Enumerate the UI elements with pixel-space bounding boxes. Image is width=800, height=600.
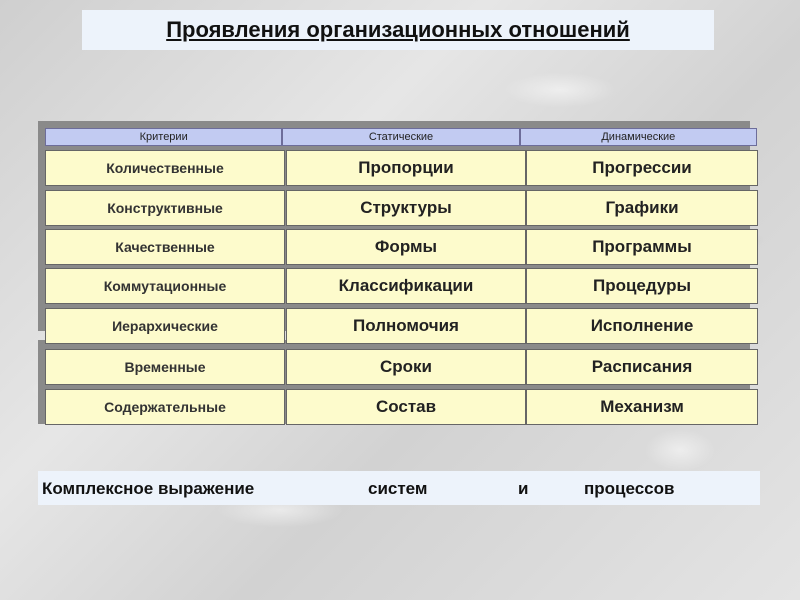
static-cell	[286, 389, 526, 425]
static-cell	[286, 150, 526, 186]
table-header	[45, 128, 757, 146]
criterion-cell	[45, 389, 285, 425]
footer-text-3: и	[518, 479, 529, 498]
dynamic-cell	[526, 190, 758, 226]
header-criteria: Критерии	[45, 128, 282, 146]
static-cell-text: Структуры	[360, 198, 452, 217]
page-title: Проявления организационных отношений	[166, 17, 630, 42]
static-cell-text: Классификации	[338, 276, 474, 295]
criterion-cell-text: Коммутационные	[103, 278, 227, 294]
criterion-cell	[45, 268, 285, 304]
title-banner	[82, 10, 714, 50]
dynamic-cell	[526, 229, 758, 265]
dynamic-cell	[526, 349, 758, 385]
dynamic-cell-text: Расписания	[591, 357, 693, 376]
dynamic-cell-text: Прогрессии	[592, 158, 692, 177]
static-cell-text: Полномочия	[353, 316, 459, 335]
criterion-cell-text: Содержательные	[104, 399, 226, 415]
static-cell	[286, 349, 526, 385]
header-dynamic: Динамические	[520, 128, 757, 146]
criterion-cell	[45, 150, 285, 186]
footer-text-1: Комплексное выражение	[42, 479, 255, 498]
footer-text-4: процессов	[584, 479, 675, 498]
footer-text-2: систем	[368, 479, 428, 498]
static-cell	[286, 229, 526, 265]
dynamic-cell	[526, 389, 758, 425]
criterion-cell-text: Иерархические	[112, 318, 218, 334]
static-cell-text: Формы	[374, 237, 438, 256]
criterion-cell	[45, 349, 285, 385]
static-cell-text: Пропорции	[358, 158, 454, 177]
criterion-cell-text: Конструктивные	[107, 200, 223, 216]
criterion-cell	[45, 229, 285, 265]
static-cell-text: Сроки	[379, 357, 432, 376]
dynamic-cell-text: Графики	[605, 198, 679, 217]
header-static: Статические	[282, 128, 519, 146]
criterion-cell-text: Временные	[124, 359, 206, 375]
criterion-cell	[45, 190, 285, 226]
criterion-cell-text: Качественные	[115, 239, 215, 255]
criterion-cell-text: Количественные	[106, 160, 224, 176]
static-cell-text: Состав	[375, 397, 437, 416]
static-cell	[286, 190, 526, 226]
dynamic-cell	[526, 308, 758, 344]
dynamic-cell-text: Программы	[592, 237, 692, 256]
static-cell	[286, 268, 526, 304]
dynamic-cell	[526, 150, 758, 186]
dynamic-cell-text: Исполнение	[590, 316, 694, 335]
dynamic-cell-text: Процедуры	[592, 276, 692, 295]
dynamic-cell-text: Механизм	[600, 397, 684, 416]
criterion-cell	[45, 308, 285, 344]
static-cell	[286, 308, 526, 344]
footer-banner	[38, 471, 760, 505]
dynamic-cell	[526, 268, 758, 304]
